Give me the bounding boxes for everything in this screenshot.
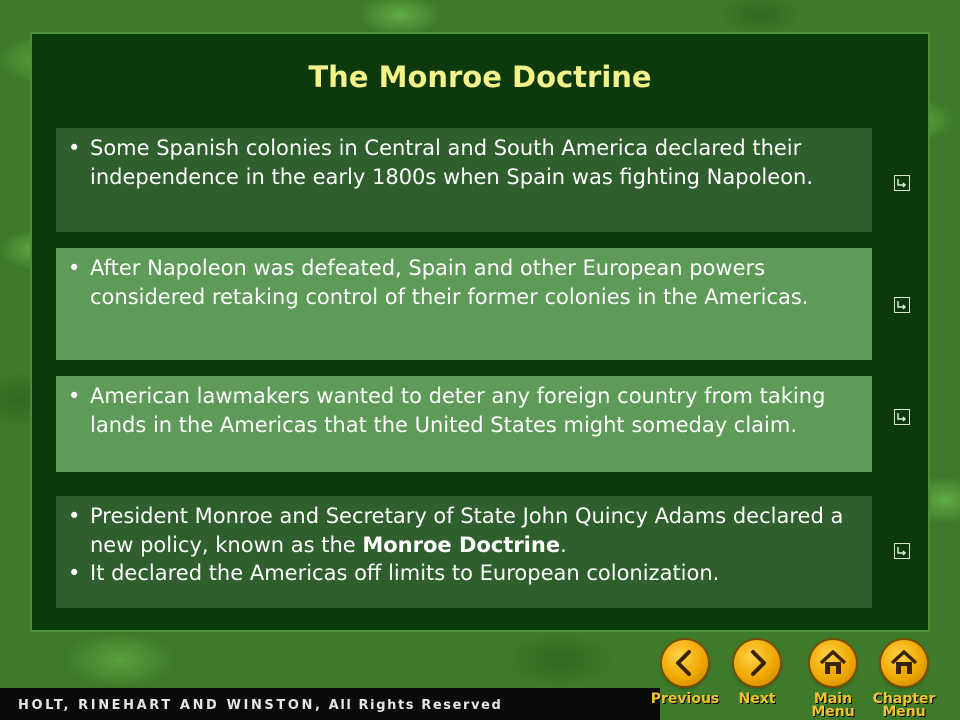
main-menu-label-line: Menu xyxy=(811,704,855,720)
bullet-text-part: . xyxy=(560,532,567,557)
next-label[interactable]: Next xyxy=(738,691,776,707)
bullet-text-part: President Monroe and Secretary of State John Quincy Adams declared a new policy, known as the xyxy=(90,504,844,557)
bullet-text: Some Spanish colonies in Central and South America declared their independence in the early 1800s when Spain was fighting Napoleon. xyxy=(90,136,814,189)
content-box-2 xyxy=(56,248,872,360)
bullet-text: After Napoleon was defeated, Spain and other European powers considered retaking control of their former colonies in the Americas. xyxy=(90,256,809,309)
chapter-menu-label[interactable] xyxy=(864,693,944,719)
content-box-3 xyxy=(56,376,872,472)
bullet-dot: • xyxy=(68,256,81,280)
bullet-dot: • xyxy=(68,504,81,528)
bullet-text: American lawmakers wanted to deter any foreign country from taking lands in the Americas that the United States might someday claim. xyxy=(90,384,826,437)
rights-text: All Rights Reserved xyxy=(322,698,503,713)
bullet-item xyxy=(68,254,858,311)
monroe-doctrine-term: Monroe Doctrine xyxy=(362,532,561,557)
house-icon xyxy=(810,640,856,686)
slide-title: The Monroe Doctrine xyxy=(308,60,652,94)
content-box-1 xyxy=(56,128,872,232)
house-icon xyxy=(881,640,927,686)
bullet-dot: • xyxy=(68,561,81,585)
bullet-dot: • xyxy=(68,384,81,408)
next-button[interactable] xyxy=(734,640,780,686)
publisher-name: HOLT, RINEHART AND WINSTON, xyxy=(18,698,323,713)
previous-button[interactable] xyxy=(662,640,708,686)
main-menu-label-line: Main xyxy=(813,691,853,707)
bullet-item xyxy=(68,382,858,439)
left-chevron-icon xyxy=(662,640,708,686)
bullet-item xyxy=(68,559,858,588)
bullet-item xyxy=(68,502,858,559)
advance-arrow-icon[interactable] xyxy=(894,175,910,191)
chapter-menu-label-line: Menu xyxy=(882,704,926,720)
right-chevron-icon xyxy=(734,640,780,686)
main-menu-button[interactable] xyxy=(810,640,856,686)
previous-label[interactable]: Previous xyxy=(650,691,720,707)
advance-arrow-icon[interactable] xyxy=(894,543,910,559)
chapter-menu-label-line: Chapter xyxy=(872,691,936,707)
advance-arrow-icon[interactable] xyxy=(894,409,910,425)
bullet-text xyxy=(90,504,843,557)
advance-arrow-icon[interactable] xyxy=(894,297,910,313)
bullet-dot: • xyxy=(68,136,81,160)
bullet-item xyxy=(68,134,858,191)
main-menu-label[interactable] xyxy=(793,693,873,719)
chapter-menu-button[interactable] xyxy=(881,640,927,686)
copyright-text xyxy=(18,698,502,713)
bullet-text: It declared the Americas off limits to European colonization. xyxy=(90,561,720,585)
content-box-4 xyxy=(56,496,872,608)
